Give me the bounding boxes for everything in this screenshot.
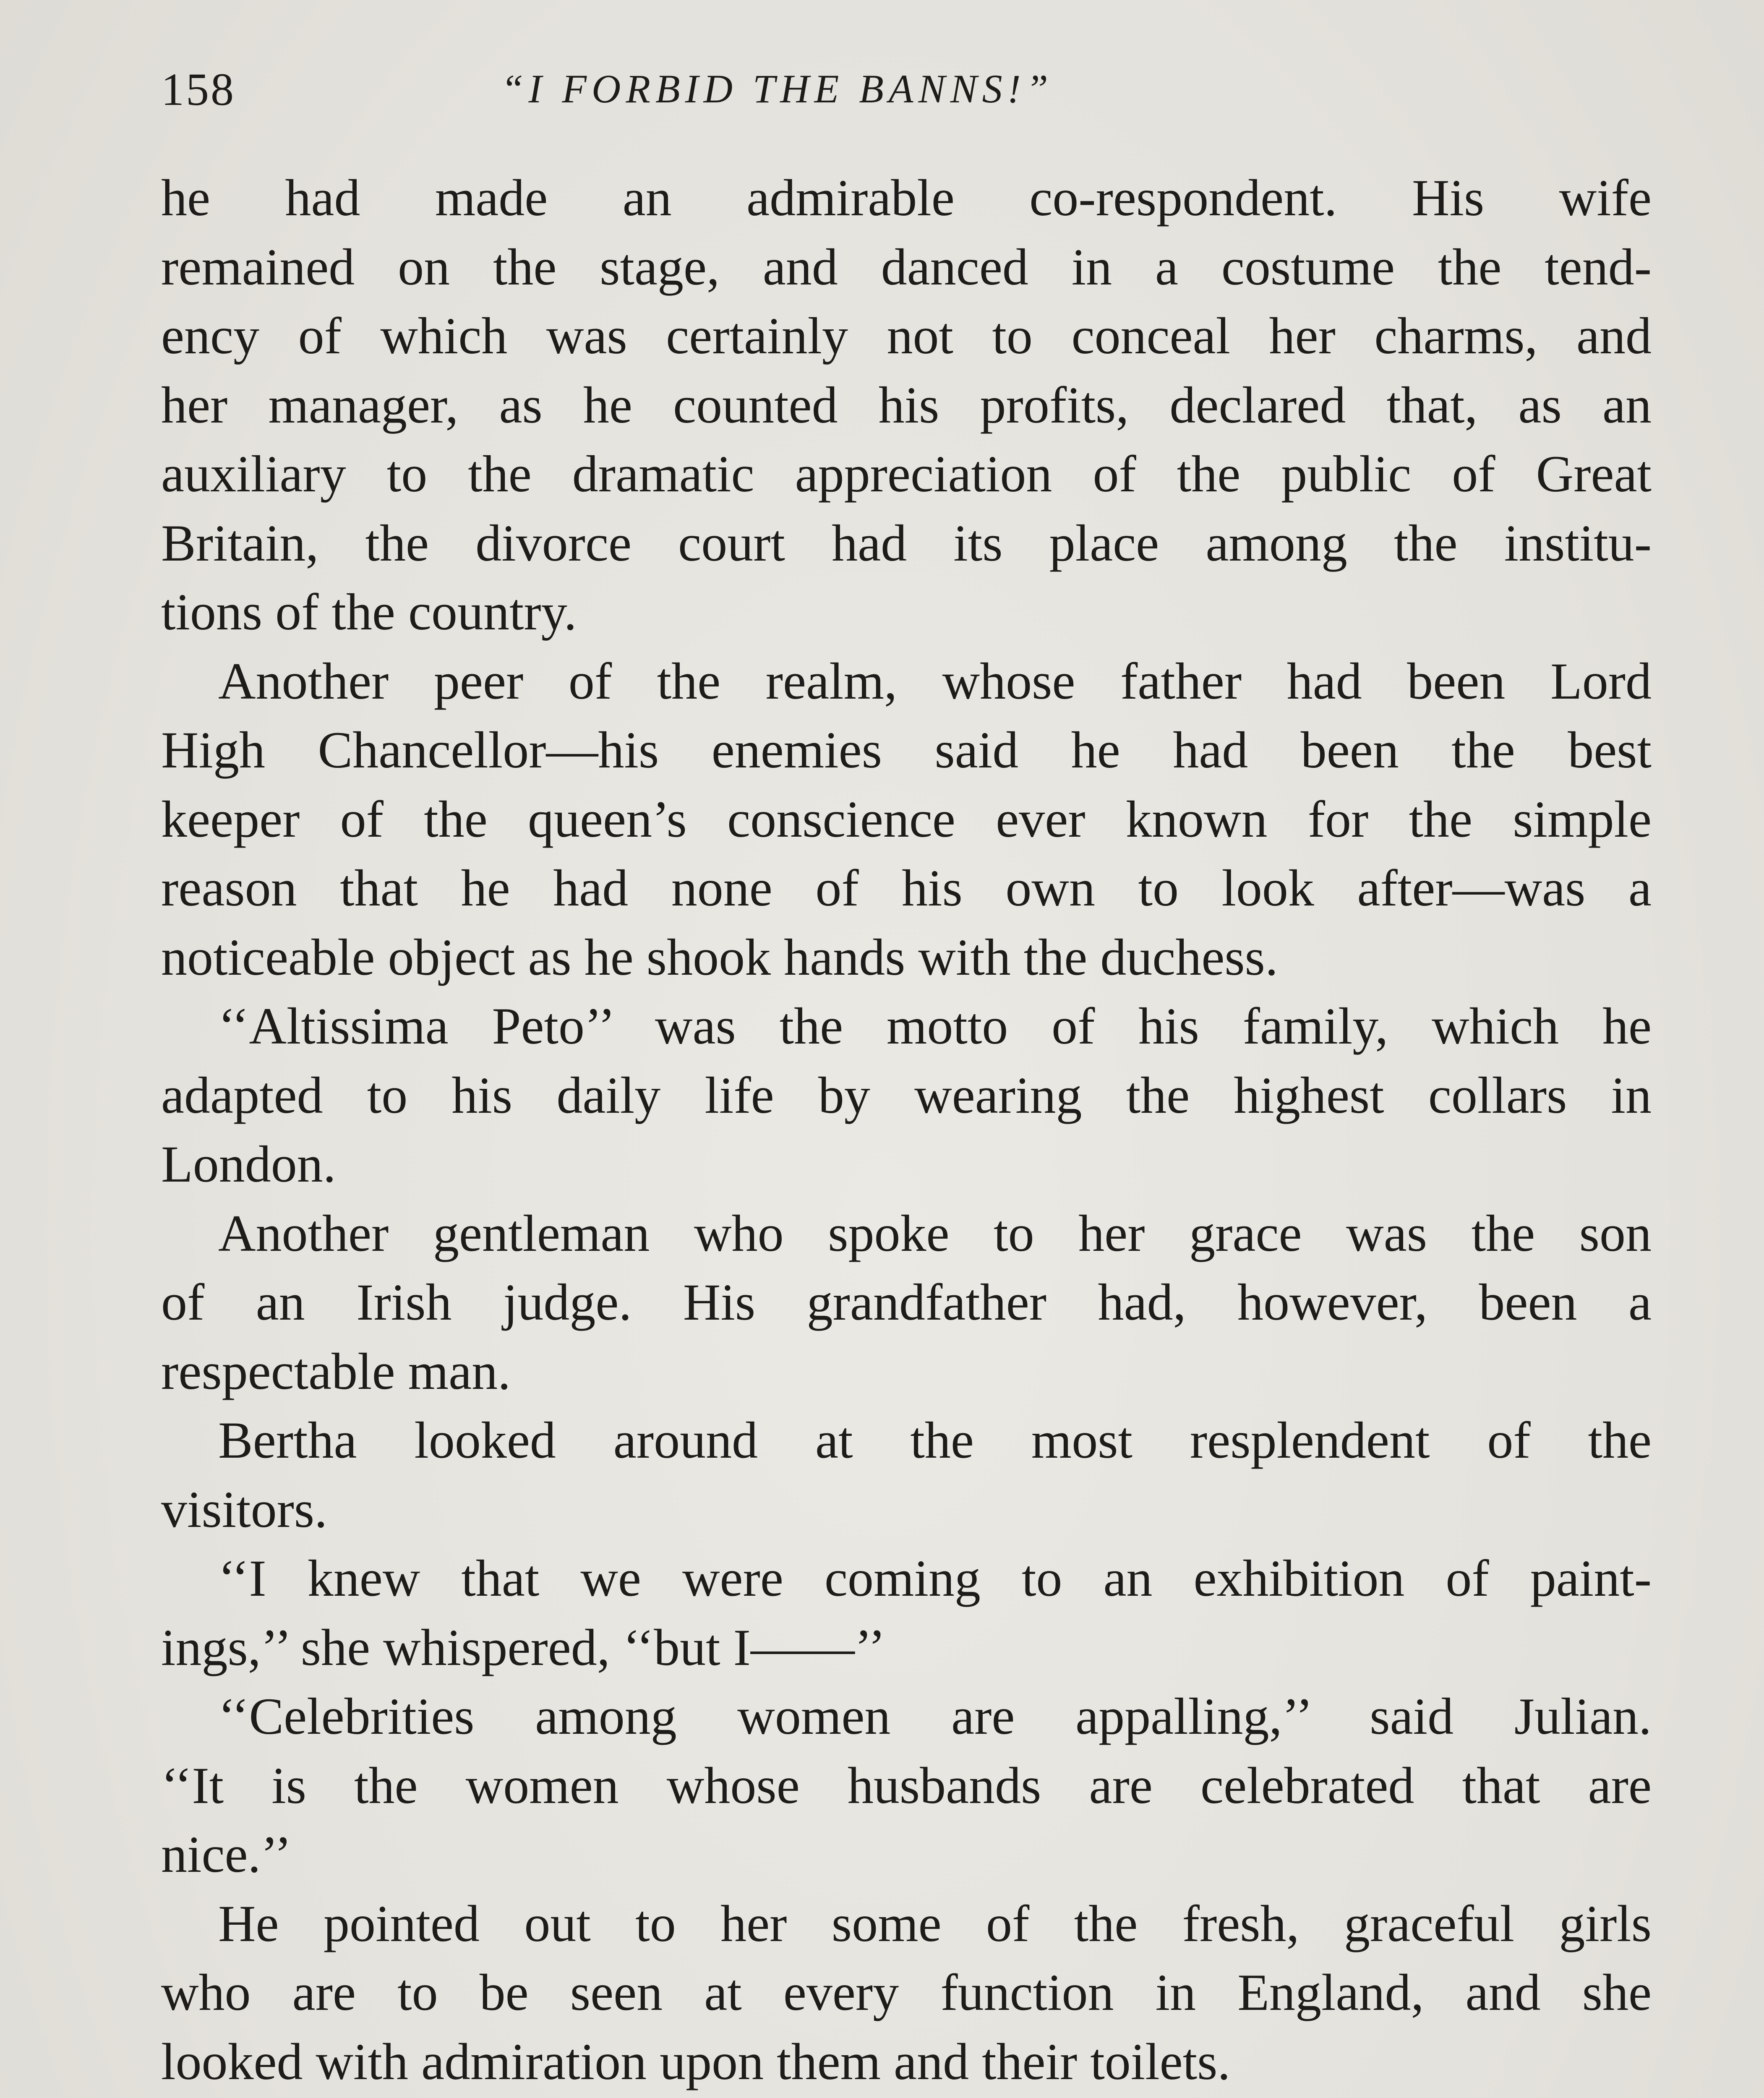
text-line: nice.’’ — [161, 1826, 292, 1883]
text-line: ings,’’ she whispered, ‘‘but I——’’ — [161, 1618, 886, 1676]
text-line: who are to be seen at every function in England, and she — [161, 1964, 1652, 2021]
running-title: “I FORBID THE BANNS!” — [501, 66, 1053, 111]
running-head — [161, 63, 1652, 122]
text-line: noticeable object as he shook hands with the duchess. — [161, 928, 1278, 986]
text-line: London. — [161, 1135, 336, 1193]
text-line: ency of which was certainly not to conceal her charms, and — [161, 307, 1652, 365]
text-line: of an Irish judge. His grandfather had, however, been a — [161, 1273, 1652, 1331]
text-line: He pointed out to her some of the fresh, graceful girls — [218, 1894, 1652, 1952]
text-line — [161, 2096, 1652, 2098]
text-line: tions of the country. — [161, 583, 577, 641]
body-text — [161, 164, 1652, 2098]
page-number: 158 — [161, 64, 235, 115]
text-line: Another gentleman who spoke to her grace was the son — [218, 1204, 1652, 1262]
text-line: auxiliary to the dramatic appreciation of the public of Great — [161, 445, 1652, 503]
text-line: ‘‘Altissima Peto’’ was the motto of his family, which he — [218, 997, 1652, 1055]
text-line: ‘‘Celebrities among women are appalling,’’ said Julian. — [218, 1688, 1652, 1745]
text-line: keeper of the queen’s conscience ever known for the simple — [161, 790, 1652, 848]
text-line: ‘‘It is the women whose husbands are celebrated that are — [161, 1756, 1652, 1814]
text-line: ‘‘I knew that we were coming to an exhibition of paint- — [218, 1550, 1652, 1607]
text-line: adapted to his daily life by wearing the highest collars in — [161, 1066, 1652, 1124]
text-line: he had made an admirable co-respondent. His wife — [161, 169, 1652, 227]
text-line: her manager, as he counted his profits, declared that, as an — [161, 376, 1652, 434]
text-line: Another peer of the realm, whose father had been Lord — [218, 652, 1652, 710]
text-line: visitors. — [161, 1480, 328, 1538]
text-line: remained on the stage, and danced in a costume the tend- — [161, 238, 1652, 296]
text-line: High Chancellor—his enemies said he had been the best — [161, 721, 1652, 779]
text-line: respectable man. — [161, 1342, 511, 1400]
text-line: looked with admiration upon them and their toilets. — [161, 2033, 1231, 2090]
text-line: reason that he had none of his own to look after—was a — [161, 859, 1652, 917]
text-line: Bertha looked around at the most resplendent of the — [218, 1412, 1652, 1469]
text-line: Britain, the divorce court had its place among the institu- — [161, 514, 1652, 572]
